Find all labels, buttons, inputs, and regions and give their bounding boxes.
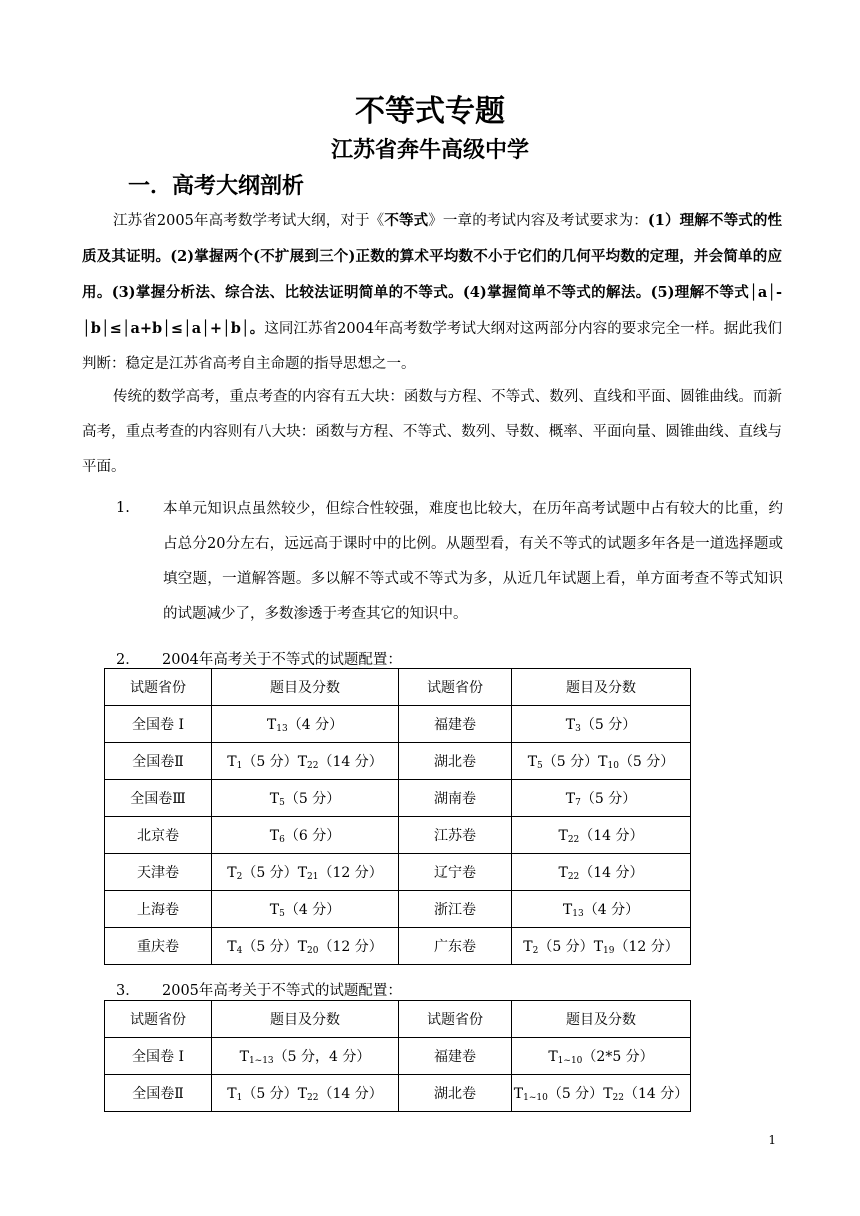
cell-text: 湖北卷 bbox=[434, 754, 476, 770]
questions-cell bbox=[212, 854, 399, 891]
cell-score: （12 分） bbox=[614, 939, 679, 955]
cell-text: T bbox=[523, 939, 533, 955]
cell-text: T bbox=[227, 754, 237, 770]
cell-score: （2*5 分） bbox=[582, 1049, 654, 1065]
subscript: 1~10 bbox=[523, 1093, 548, 1103]
cell-text: 全国卷 I bbox=[132, 717, 184, 733]
cell-text: T bbox=[598, 754, 608, 770]
cell-text: 湖北卷 bbox=[434, 1086, 476, 1102]
province-cell bbox=[399, 928, 512, 965]
subscript: 10 bbox=[607, 761, 619, 771]
province-cell bbox=[105, 706, 212, 743]
questions-cell bbox=[212, 780, 399, 817]
subscript: 1 bbox=[236, 1093, 243, 1103]
column-header: 试题省份 bbox=[105, 1001, 212, 1038]
cell-text: T bbox=[297, 865, 308, 881]
cell-score: （5 分） bbox=[538, 939, 594, 955]
syllabus-requirements: (1）理解不等式的性质及其证明。(2)掌握两个(不扩展到三个)正数的算术平均数不小于它们的几何平均数的定理，并会简单的应用。(3)掌握分析法、综合法、比较法证明简单的不等式。(4)掌握简单不等式的解法。(5)理解不等式│a│-│b│≤│a+b│≤│a│+│b│。 bbox=[82, 212, 782, 337]
subscript: 22 bbox=[612, 1093, 624, 1103]
table-header-row bbox=[105, 1001, 691, 1038]
subscript: 7 bbox=[575, 798, 581, 808]
cell-text: 天津卷 bbox=[137, 865, 179, 881]
table-row bbox=[105, 743, 691, 780]
cell-text: T bbox=[562, 902, 573, 918]
item-number: 2． bbox=[116, 652, 140, 668]
document-title: 不等式专题 bbox=[355, 94, 505, 129]
table-row bbox=[105, 891, 691, 928]
table-header-row bbox=[105, 669, 691, 706]
cell-score: （14 分） bbox=[318, 754, 383, 770]
cell-text: 全国卷 I bbox=[132, 1049, 184, 1065]
cell-text: 辽宁卷 bbox=[434, 865, 476, 881]
cell-text: T bbox=[558, 865, 568, 881]
subscript: 13 bbox=[572, 909, 584, 919]
content-paragraph: 传统的数学高考，重点考查的内容有五大块：函数与方程、不等式、数列、直线和平面、圆锥曲线。而新高考，重点考查的内容则有八大块：函数与方程、不等式、数列、导数、概率、平面向量、圆锥曲线、直线与平面。 bbox=[82, 389, 782, 475]
page-number: 1 bbox=[768, 1133, 776, 1147]
province-cell bbox=[105, 928, 212, 965]
cell-text: 北京卷 bbox=[137, 828, 179, 844]
province-cell bbox=[399, 780, 512, 817]
syllabus-after-book: 》一章的考试内容及考试要求为： bbox=[428, 213, 648, 229]
cell-text: 湖南卷 bbox=[434, 791, 476, 807]
subscript: 2 bbox=[236, 872, 243, 882]
table-body bbox=[105, 1001, 691, 1112]
cell-score: （5 分） bbox=[580, 717, 637, 733]
subscript: 5 bbox=[279, 798, 285, 808]
province-cell bbox=[399, 1075, 512, 1112]
questions-cell bbox=[212, 817, 399, 854]
cell-text: T bbox=[227, 865, 237, 881]
subscript: 1~13 bbox=[248, 1056, 274, 1066]
column-header: 试题省份 bbox=[105, 669, 212, 706]
cell-text: T bbox=[227, 1086, 237, 1102]
table-row bbox=[105, 928, 691, 965]
cell-score: （5 分） bbox=[542, 754, 599, 770]
cell-text: T bbox=[297, 754, 308, 770]
cell-score: （5 分） bbox=[580, 791, 637, 807]
cell-text: 全国卷Ⅲ bbox=[130, 791, 186, 807]
cell-text: 福建卷 bbox=[434, 1049, 476, 1065]
cell-text: T bbox=[548, 1049, 558, 1065]
cell-score: （6 分） bbox=[284, 828, 341, 844]
cell-text: T bbox=[558, 828, 568, 844]
subscript: 21 bbox=[307, 872, 319, 882]
column-header: 试题省份 bbox=[399, 1001, 512, 1038]
table-row bbox=[105, 1038, 691, 1075]
column-header: 题目及分数 bbox=[512, 1001, 691, 1038]
subscript: 22 bbox=[307, 761, 319, 771]
table-row bbox=[105, 817, 691, 854]
cell-score: （5 分） bbox=[242, 1086, 298, 1102]
questions-cell bbox=[212, 706, 399, 743]
cell-text: T bbox=[513, 1086, 524, 1102]
cell-text: T bbox=[565, 791, 576, 807]
cell-score: （4 分） bbox=[284, 902, 341, 918]
cell-score: （14 分） bbox=[579, 828, 644, 844]
province-cell bbox=[105, 780, 212, 817]
cell-text: 福建卷 bbox=[434, 717, 476, 733]
syllabus-tail: 这同江苏省2004年高考数学考试大纲对这两部分内容的要求完全一样。据此我们判断：稳定是江苏省高考自主命题的指导思想之一。 bbox=[82, 321, 782, 372]
table-row bbox=[105, 706, 691, 743]
province-cell bbox=[399, 817, 512, 854]
item-number: 3． bbox=[116, 983, 140, 999]
province-cell bbox=[399, 854, 512, 891]
subscript: 13 bbox=[276, 724, 288, 734]
subscript: 22 bbox=[567, 835, 580, 845]
questions-cell bbox=[512, 928, 691, 965]
cell-text: T bbox=[603, 1086, 613, 1102]
questions-cell bbox=[212, 743, 399, 780]
table-row bbox=[105, 854, 691, 891]
province-cell bbox=[105, 854, 212, 891]
table-row bbox=[105, 1075, 691, 1112]
questions-cell bbox=[212, 1075, 399, 1112]
cell-score: （12 分） bbox=[318, 865, 383, 881]
province-cell bbox=[399, 743, 512, 780]
questions-cell bbox=[212, 928, 399, 965]
cell-text: 上海卷 bbox=[137, 902, 179, 918]
cell-text: T bbox=[227, 939, 237, 955]
subscript: 22 bbox=[567, 872, 580, 882]
province-cell bbox=[399, 1038, 512, 1075]
subscript: 3 bbox=[575, 724, 581, 734]
cell-score: （5 分） bbox=[242, 939, 298, 955]
cell-score: （5 分） bbox=[547, 1086, 604, 1102]
cell-text: T bbox=[239, 1049, 249, 1065]
school-name: 江苏省奔牛高级中学 bbox=[330, 138, 529, 163]
province-cell bbox=[105, 891, 212, 928]
province-cell bbox=[105, 1038, 212, 1075]
column-header: 题目及分数 bbox=[212, 1001, 399, 1038]
subscript: 19 bbox=[603, 946, 615, 956]
cell-text: 全国卷Ⅱ bbox=[132, 754, 184, 770]
section-heading: 一．高考大纲剖析 bbox=[128, 174, 305, 199]
cell-score: （5 分） bbox=[618, 754, 675, 770]
questions-cell bbox=[512, 743, 691, 780]
cell-score: （4 分） bbox=[287, 717, 344, 733]
cell-text: T bbox=[297, 1086, 308, 1102]
cell-text: 江苏卷 bbox=[434, 828, 476, 844]
province-cell bbox=[399, 706, 512, 743]
questions-cell bbox=[512, 854, 691, 891]
subscript: 22 bbox=[307, 1093, 319, 1103]
subscript: 6 bbox=[279, 835, 285, 845]
subscript: 5 bbox=[279, 909, 285, 919]
syllabus-book: 不等式 bbox=[384, 212, 429, 229]
cell-text: T bbox=[266, 717, 277, 733]
syllabus-paragraph bbox=[82, 203, 782, 382]
table-body bbox=[105, 669, 691, 965]
cell-score: （5 分） bbox=[284, 791, 341, 807]
questions-cell bbox=[512, 1038, 691, 1075]
questions-cell bbox=[512, 706, 691, 743]
subscript: 5 bbox=[537, 761, 543, 771]
cell-score: （14 分） bbox=[318, 1086, 383, 1102]
cell-score: （5 分） bbox=[242, 754, 298, 770]
cell-text: T bbox=[565, 717, 576, 733]
column-header: 题目及分数 bbox=[512, 669, 691, 706]
questions-cell bbox=[512, 1075, 691, 1112]
syllabus-intro: 江苏省2005年高考数学考试大纲，对于《 bbox=[113, 213, 385, 229]
table-caption-2004: 2004年高考关于不等式的试题配置： bbox=[162, 652, 402, 668]
subscript: 1 bbox=[236, 761, 243, 771]
cell-text: 浙江卷 bbox=[434, 902, 476, 918]
cell-text: 广东卷 bbox=[434, 939, 476, 955]
cell-score: （5 分，4 分） bbox=[273, 1049, 371, 1065]
province-cell bbox=[399, 891, 512, 928]
cell-text: 重庆卷 bbox=[137, 939, 179, 955]
province-cell bbox=[105, 817, 212, 854]
cell-score: （14 分） bbox=[579, 865, 644, 881]
cell-score: （12 分） bbox=[318, 939, 383, 955]
cell-text: T bbox=[527, 754, 538, 770]
cell-text: T bbox=[269, 791, 280, 807]
item-number: 1. bbox=[116, 500, 130, 516]
cell-score: （4 分） bbox=[583, 902, 640, 918]
table-caption-2005: 2005年高考关于不等式的试题配置： bbox=[162, 983, 402, 999]
questions-cell bbox=[512, 780, 691, 817]
subscript: 2 bbox=[532, 946, 539, 956]
cell-text: T bbox=[269, 902, 280, 918]
province-cell bbox=[105, 743, 212, 780]
item-text: 本单元知识点虽然较少，但综合性较强，难度也比较大，在历年高考试题中占有较大的比重，约占总分20分左右，远远高于课时中的比例。从题型看，有关不等式的试题多年各是一道选择题或填空题，一道解答题。多以解不等式或不等式为多，从近几年试题上看，单方面考查不等式知识的试题减少了，多数渗透于考查其它的知识中。 bbox=[163, 501, 783, 622]
cell-text: T bbox=[297, 939, 308, 955]
cell-text: 全国卷Ⅱ bbox=[132, 1086, 184, 1102]
questions-cell bbox=[212, 1038, 399, 1075]
questions-cell bbox=[512, 817, 691, 854]
cell-score: （14 分） bbox=[623, 1086, 689, 1102]
column-header: 试题省份 bbox=[399, 669, 512, 706]
cell-text: T bbox=[269, 828, 280, 844]
exam-config-table-2005 bbox=[104, 1000, 691, 1112]
province-cell bbox=[105, 1075, 212, 1112]
cell-score: （5 分） bbox=[242, 865, 298, 881]
subscript: 1~10 bbox=[557, 1056, 583, 1066]
cell-text: T bbox=[593, 939, 604, 955]
subscript: 4 bbox=[236, 946, 243, 956]
exam-config-table-2004 bbox=[104, 668, 691, 965]
questions-cell bbox=[212, 891, 399, 928]
subscript: 20 bbox=[307, 946, 319, 956]
questions-cell bbox=[512, 891, 691, 928]
table-row bbox=[105, 780, 691, 817]
column-header: 题目及分数 bbox=[212, 669, 399, 706]
